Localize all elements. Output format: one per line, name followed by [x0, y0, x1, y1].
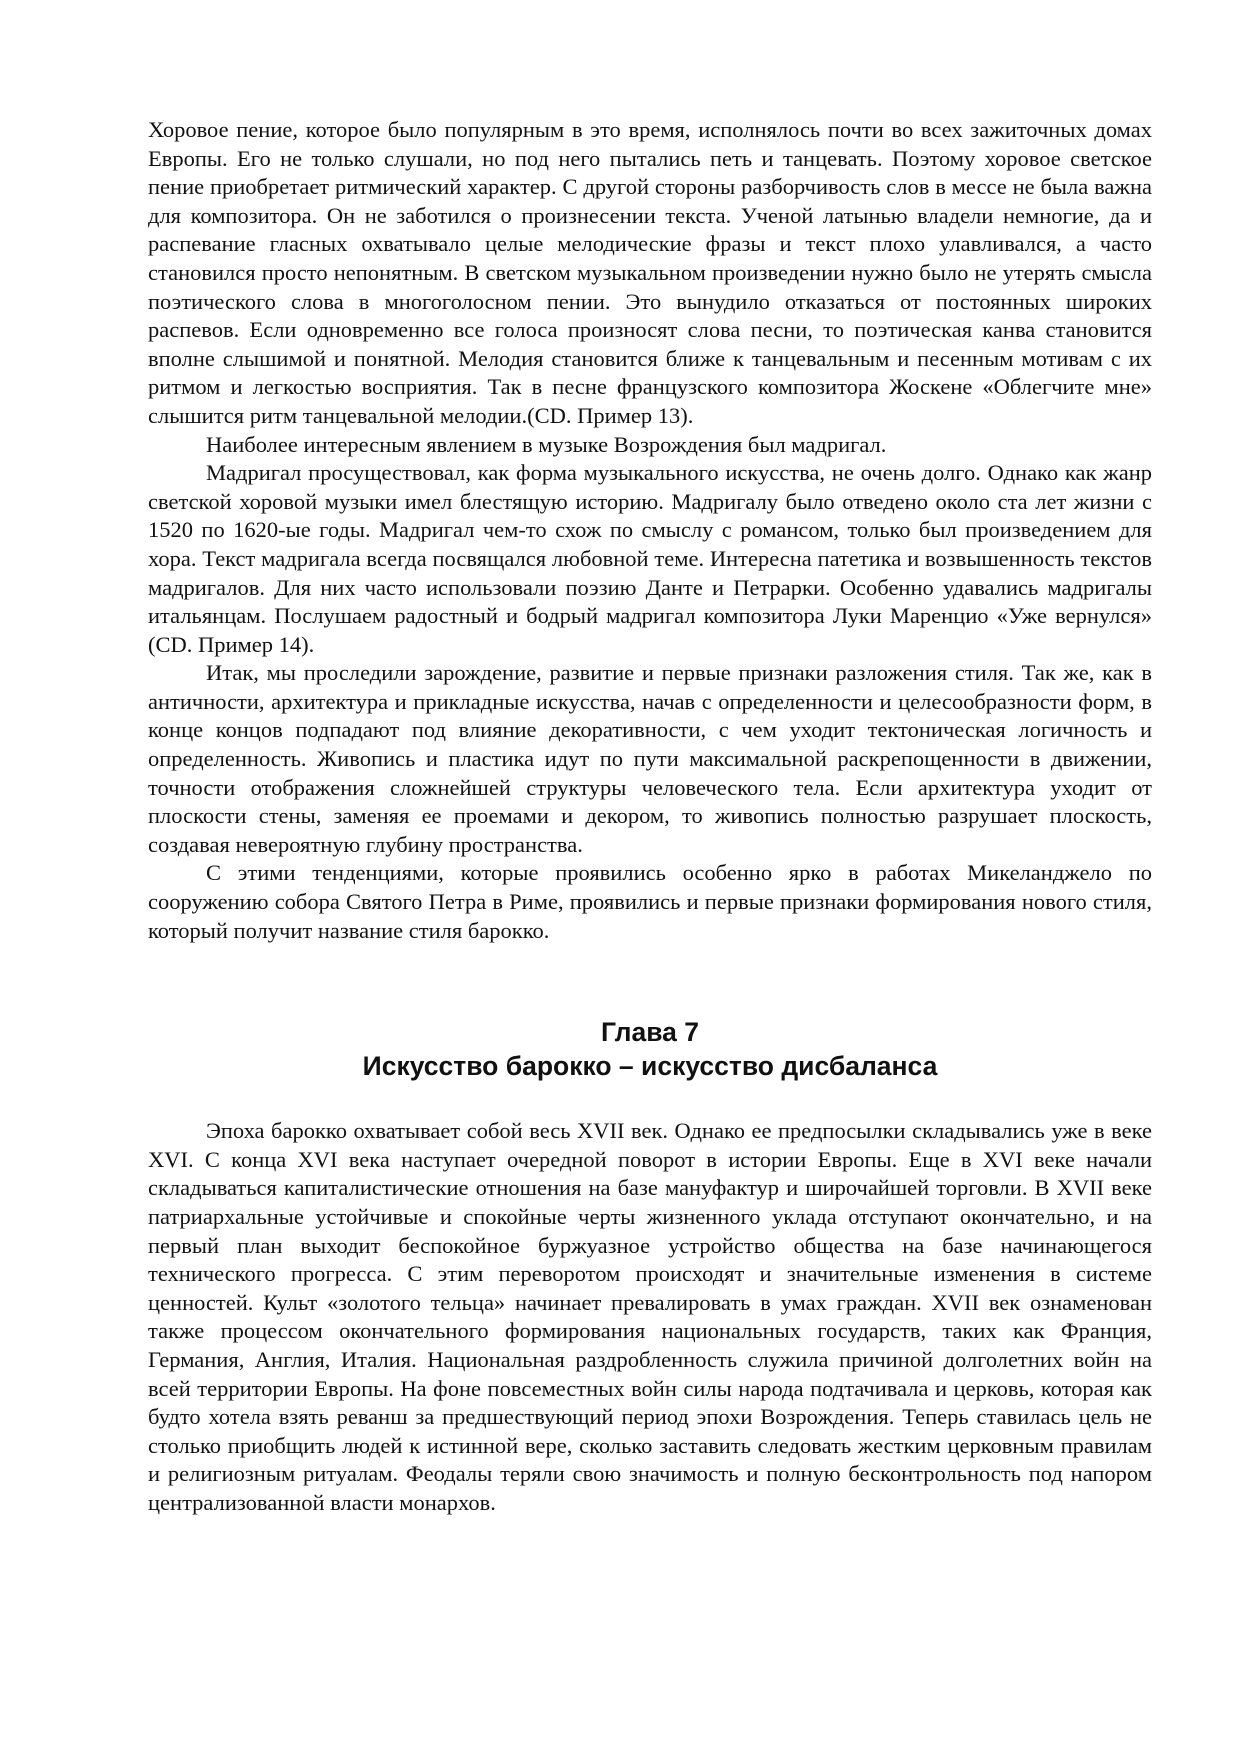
document-page [148, 116, 1152, 1518]
paragraph-choral-singing: Хоровое пение, которое было популярным в это время, исполнялось почти во всех зажиточных домах Европы. Его не только слушали, но под него пытались петь и танцевать. Поэтому хоровое светское пение приобретает ритмический характер. С другой стороны разборчивость слов в мессе не была важна для композитора. Он не заботился о произнесении текста. Ученой латынью владели немногие, да и распевание гласных охватывало целые мелодические фразы и текст плохо улавливался, а часто становился просто непонятным. В светском музыкальном произведении нужно было не утерять смысла поэтического слова в многоголосном пении. Это вынудило отказаться от постоянных широких распевов. Если одновременно все голоса произносят слова песни, то поэтическая канва становится вполне слышимой и понятной. Мелодия становится ближе к танцевальным и песенным мотивам с их ритмом и легкостью восприятия. Так в песне французского композитора Жоскене «Облегчите мне» слышится ритм танцевальной мелодии.(CD. Пример 13). [148, 117, 1152, 428]
paragraph-madrigal-intro: Наиболее интересным явлением в музыке Возрождения был мадригал. [206, 431, 887, 457]
chapter-title: Искусство барокко – искусство дисбаланса [362, 1051, 938, 1082]
chapter-heading [148, 1015, 1152, 1083]
chapter-body [148, 1117, 1152, 1517]
chapter-number: Глава 7 [600, 1017, 700, 1048]
paragraph-baroque-epoch: Эпоха барокко охватывает собой весь XVII век. Однако ее предпосылки складывались уже в веке XVI. С конца XVI века наступает очередной поворот в истории Европы. Еще в XVI веке начали складываться капиталистические отношения на базе мануфактур и широчайшей торговли. В XVII веке патриархальные устойчивые и спокойные черты жизненного уклада отступают окончательно, и на первый план выходит беспокойное буржуазное устройство общества на базе начинающегося технического прогресса. С этим переворотом происходят и значительные изменения в системе ценностей. Культ «золотого тельца» начинает превалировать в умах граждан. XVII век ознаменован также процессом окончательного формирования национальных государств, таких как Франция, Германия, Англия, Италия. Национальная раздробленность служила причиной долголетних войн на всей территории Европы. На фоне повсеместных войн силы народа подтачивала и церковь, которая как будто хотела взять реванш за предшествующий период эпохи Возрождения. Теперь ставилась цель не столько приобщить людей к истинной вере, сколько заставить следовать жестким церковным правилам и религиозным ритуалам. Феодалы теряли свою значимость и полную бесконтрольность под напором централизованной власти монархов. [148, 1118, 1152, 1515]
paragraph-madrigal-history: Мадригал просуществовал, как форма музыкального искусства, не очень долго. Однако как жанр светской хоровой музыки имел блестящую историю. Мадригалу было отведено около ста лет жизни с 1520 по 1620-ые годы. Мадригал чем-то схож по смыслу с романсом, только был произведением для хора. Текст мадригала всегда посвящался любовной теме. Интересна патетика и возвышенность текстов мадригалов. Для них часто использовали поэзию Данте и Петрарки. Особенно удавались мадригалы итальянцам. Послушаем радостный и бодрый мадригал композитора Луки Маренцио «Уже вернулся» (CD. Пример 14). [148, 460, 1152, 657]
paragraph-style-summary: Итак, мы проследили зарождение, развитие и первые признаки разложения стиля. Так же, как в античности, архитектура и прикладные искусства, начав с определенности и целесообразности форм, в конце концов подпадают под влияние декоративности, с чем уходит тектоническая логичность и определенность. Живопись и пластика идут по пути максимальной раскрепощенности в движении, точности отображения сложнейшей структуры человеческого тела. Если архитектура уходит от плоскости стены, заменяя ее проемами и декором, то живопись полностью разрушает плоскость, создавая невероятную глубину пространства. [148, 660, 1152, 857]
paragraph-baroque-transition: С этими тенденциями, которые проявились особенно ярко в работах Микеланджело по сооружению собора Святого Петра в Риме, проявились и первые признаки формирования нового стиля, который получит название стиля барокко. [148, 860, 1152, 943]
